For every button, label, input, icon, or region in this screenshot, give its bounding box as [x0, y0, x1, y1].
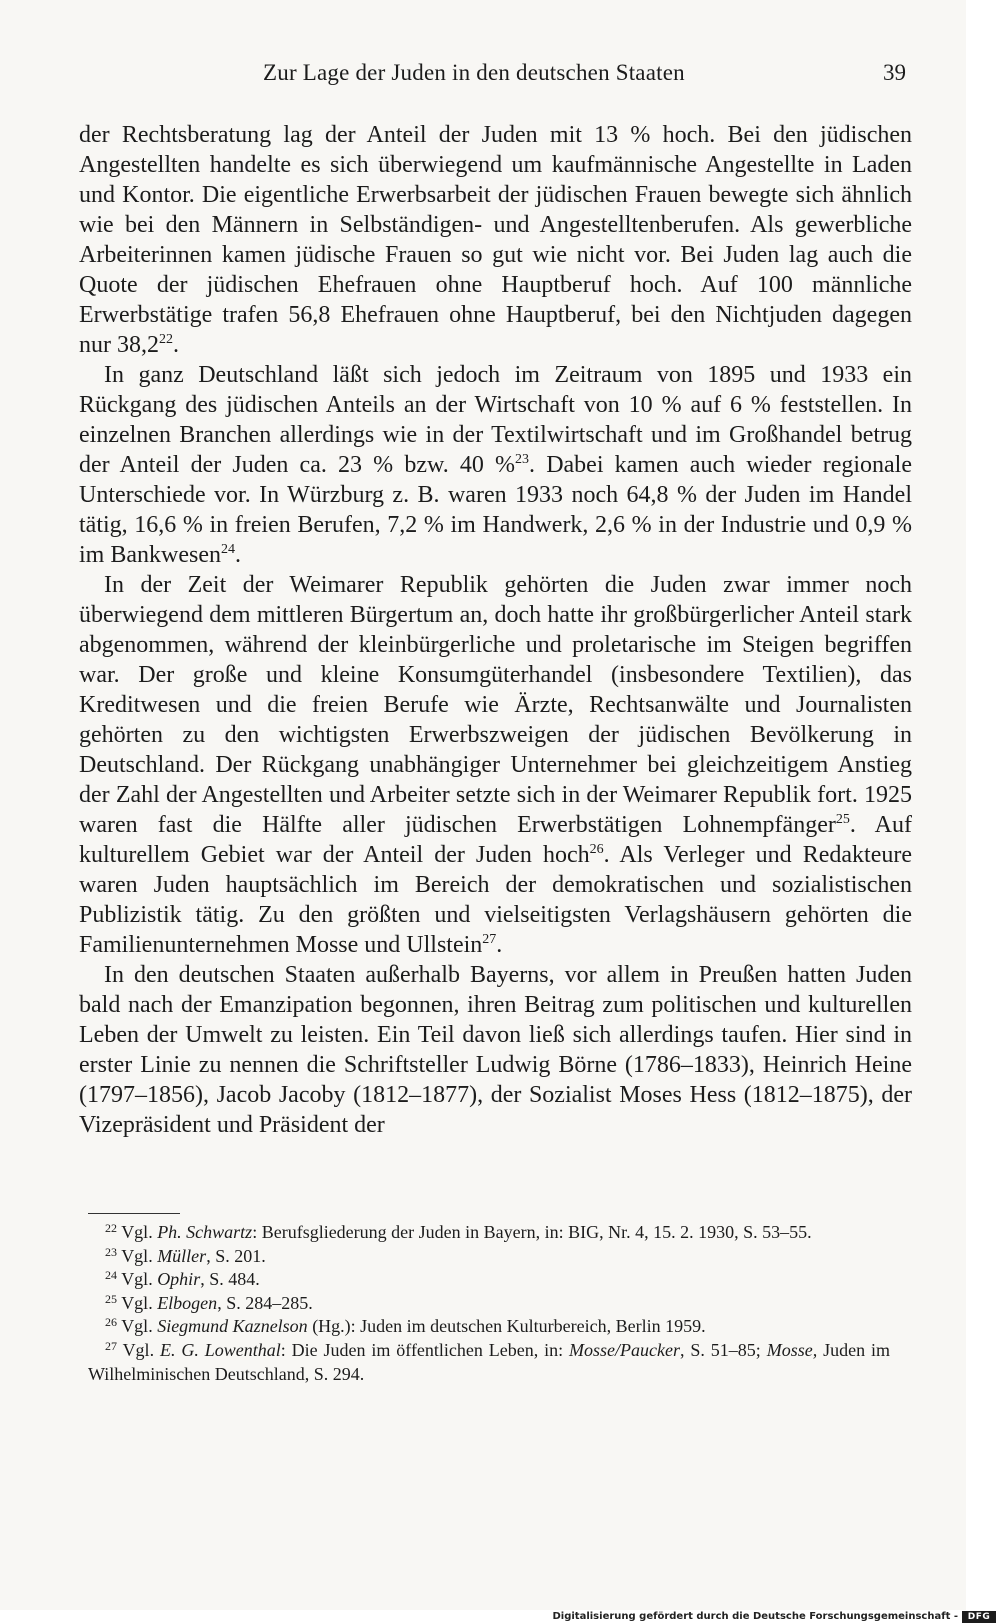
- footnote-ref: 23: [515, 452, 530, 467]
- paragraph: [79, 570, 912, 960]
- footnote-number: 25: [105, 1291, 117, 1306]
- author-name: Ophir: [157, 1269, 201, 1290]
- footnote: [88, 1339, 890, 1386]
- text-run: . Auf kulturellem Gebiet war der Anteil der Juden hoch: [79, 812, 913, 868]
- page-margin: [966, 0, 1000, 1610]
- footnote: [88, 1315, 890, 1339]
- author-name: Mosse,: [766, 1339, 818, 1360]
- footnote: [88, 1292, 890, 1316]
- text-run: .: [173, 332, 179, 358]
- page-header: [0, 56, 966, 92]
- footnote: [88, 1221, 890, 1245]
- footnote-ref: 26: [589, 842, 604, 857]
- funding-credit: Digitalisierung gefördert durch die Deutsche Forschungsgemeinschaft -: [552, 1611, 958, 1622]
- text-run: Vgl.: [121, 1222, 158, 1242]
- text-run: In der Zeit der Weimarer Republik gehörten die Juden zwar immer noch überwiegend dem mittleren Bürgertum an, doch hatte ihr großbürgerlicher Anteil stark abgenommen, während der kleinbürgerliche und proletarische im Steigen begriffen war. Der große und kleine Konsumgüterhandel (insbesondere Textilien), das Kreditwesen und die freien Berufe wie Ärzte, Rechtsanwälte und Journalisten gehörten zu den wichtigsten Erwerbszweigen der jüdischen Bevölkerung in Deutschland. Der Rückgang unabhängiger Unternehmer bei gleichzeitigem Anstieg der Zahl der Angestellten und Arbeiter setzte sich in der Weimarer Republik fort. 1925 waren fast die Hälfte aller jüdischen Erwerbstätigen Lohnempfänger: [79, 572, 912, 838]
- text-run: Vgl.: [122, 1339, 160, 1360]
- text-run: . Als Verleger und Redakteure waren Juden hauptsächlich im Bereich der demokratischen und sozialistischen Publizistik tätig. Zu den größten und vielseitigsten Verlagshäusern gehörten die Familienunternehmen Mosse und Ullstein: [79, 842, 913, 958]
- text-run: Vgl.: [121, 1245, 158, 1266]
- author-name: Müller: [157, 1245, 207, 1266]
- author-name: Elbogen: [157, 1292, 218, 1313]
- author-name: Siegmund Kaznelson: [157, 1316, 308, 1337]
- text-run: (Hg.): Juden im deutschen Kulturbereich, Berlin 1959.: [307, 1316, 706, 1337]
- text-run: : Berufsgliederung der Juden in Bayern, in: BIG, Nr. 4, 15. 2. 1930, S. 53–55.: [252, 1222, 812, 1242]
- running-head: Zur Lage der Juden in den deutschen Staaten: [263, 60, 685, 85]
- page-number: 39: [883, 60, 906, 85]
- footnote-ref: 27: [482, 932, 497, 947]
- footnote-number: 23: [105, 1244, 117, 1259]
- footnote-number: 27: [105, 1338, 117, 1353]
- dfg-logo-icon: DFG: [962, 1611, 996, 1623]
- body-text: [79, 120, 912, 1140]
- text-run: : Die Juden im öffentlichen Leben, in:: [280, 1339, 570, 1360]
- footnotes: [88, 1221, 890, 1386]
- text-run: Vgl.: [121, 1292, 158, 1313]
- footnote-number: 24: [105, 1268, 117, 1283]
- paragraph: [79, 120, 912, 360]
- author-name: Ph. Schwartz: [157, 1222, 253, 1242]
- text-run: . Dabei kamen auch wieder regionale Unterschiede vor. In Würzburg z. B. waren 1933 noch 64,8 % der Juden im Handel tätig, 16,6 % in freien Berufen, 7,2 % im Handwerk, 2,6 % in der Industrie und 0,9 % im Bankwesen: [79, 452, 912, 568]
- text-run: der Rechtsberatung lag der Anteil der Juden mit 13 % hoch. Bei den jüdischen Angestellten handelte es sich überwiegend um kaufmännische Angestellte in Laden und Kontor. Die eigentliche Erwerbsarbeit der jüdischen Frauen bewegte sich ähnlich wie bei den Männern in Selbständigen- und Angestelltenberufen. Als gewerbliche Arbeiterinnen kamen jüdische Frauen so gut wie nicht vor. Bei Juden lag auch die Quote der jüdischen Ehefrauen ohne Hauptberuf hoch. Auf 100 männliche Erwerbstätige trafen 56,8 Ehefrauen ohne Hauptberuf, bei den Nichtjuden dagegen nur 38,2: [79, 122, 912, 358]
- footnote-ref: 25: [835, 812, 850, 827]
- footnote-ref: 22: [159, 332, 173, 347]
- footnote: [88, 1268, 890, 1292]
- paragraph: [79, 360, 912, 570]
- author-name: E. G. Lowenthal: [159, 1339, 281, 1360]
- footnote-number: 22: [105, 1221, 117, 1235]
- digitization-footer: [0, 1610, 1000, 1624]
- text-run: Vgl.: [121, 1269, 158, 1290]
- text-run: Juden im Wilhelminischen Deutschland, S. 294.: [88, 1339, 890, 1384]
- text-run: , S. 284–285.: [217, 1292, 313, 1313]
- text-run: Vgl.: [121, 1316, 158, 1337]
- paragraph: [79, 960, 912, 1140]
- author-name: Mosse/Paucker: [569, 1339, 681, 1360]
- footnote-number: 26: [105, 1315, 117, 1330]
- text-run: .: [496, 932, 503, 958]
- footnote: [88, 1245, 890, 1269]
- text-run: In ganz Deutschland läßt sich jedoch im Zeitraum von 1895 und 1933 ein Rückgang des jüdischen Anteils an der Wirtschaft von 10 % auf 6 % feststellen. In einzelnen Branchen allerdings wie in der Textilwirtschaft und im Großhandel betrug der Anteil der Juden ca. 23 % bzw. 40 %: [79, 362, 912, 478]
- text-run: , S. 201.: [206, 1245, 266, 1266]
- text-run: , S. 51–85;: [680, 1339, 767, 1360]
- text-run: In den deutschen Staaten außerhalb Bayerns, vor allem in Preußen hatten Juden bald nach der Emanzipation begonnen, ihren Beitrag zum politischen und kulturellen Leben der Umwelt zu leisten. Ein Teil davon ließ sich allerdings taufen. Hier sind in erster Linie zu nennen die Schriftsteller Ludwig Börne (1786–1833), Heinrich Heine (1797–1856), Jacob Jacoby (1812–1877), der Sozialist Moses Hess (1812–1875), der Vizepräsident und Präsident der: [79, 962, 912, 1138]
- footnote-ref: 24: [220, 542, 235, 557]
- footnote-divider: [88, 1213, 180, 1214]
- text-run: .: [234, 542, 241, 568]
- text-run: , S. 484.: [200, 1269, 260, 1290]
